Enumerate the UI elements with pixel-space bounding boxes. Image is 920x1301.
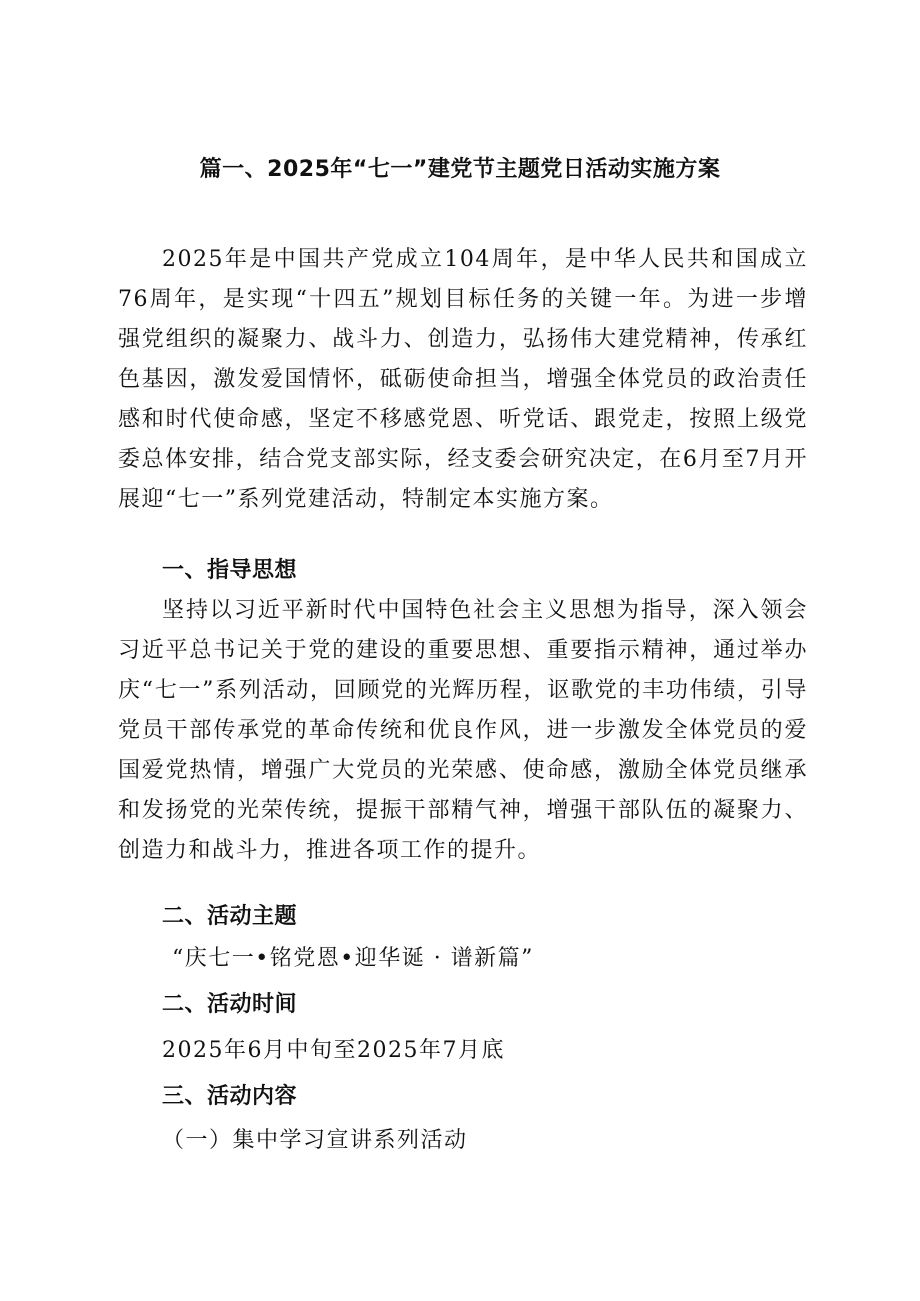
section-heading-activity-theme: 二、活动主题 <box>162 904 298 929</box>
section-heading-guiding-ideology: 一、指导思想 <box>162 558 298 583</box>
guiding-ideology-paragraph: 坚持以习近平新时代中国特色社会主义思想为指导，深入领会习近平总书记关于党的建设的重要思想、重要指示精神，通过举办庆“七一”系列活动，回顾党的光辉历程，讴歌党的丰功伟绩，引导党员干部传承党的革命传统和优良作风，进一步激发全体党员的爱国爱党热情，增强广大党员的光荣感、使命感，激励全体党员继承和发扬党的光荣传统，提振干部精气神，增强干部队伍的凝聚力、创造力和战斗力，推进各项工作的提升。 <box>118 598 808 863</box>
intro-paragraph: 2025年是中国共产党成立104周年，是中华人民共和国成立76周年，是实现“十四五”规划目标任务的关键一年。为进一步增强党组织的凝聚力、战斗力、创造力，弘扬伟大建党精神，传承红色基因，激发爱国情怀，砥砺使命担当，增强全体党员的政治责任感和时代使命感，坚定不移感党恩、听党话、跟党走，按照上级党委总体安排，结合党支部实际，经支委会研究决定，在6月至7月开展迎“七一”系列党建活动，特制定本实施方案。 <box>118 247 808 512</box>
document-title: 篇一、2025年“七一”建党节主题党日活动实施方案 <box>199 157 721 182</box>
activity-time-text: 2025年6月中旬至2025年7月底 <box>162 1038 505 1063</box>
activity-content-subheading: （一）集中学习宣讲系列活动 <box>162 1128 468 1153</box>
activity-theme-text: “庆七一•铭党恩•迎华诞 · 谱新篇” <box>172 946 534 971</box>
section-heading-activity-time: 二、活动时间 <box>162 992 298 1017</box>
section-heading-activity-content: 三、活动内容 <box>162 1084 298 1109</box>
